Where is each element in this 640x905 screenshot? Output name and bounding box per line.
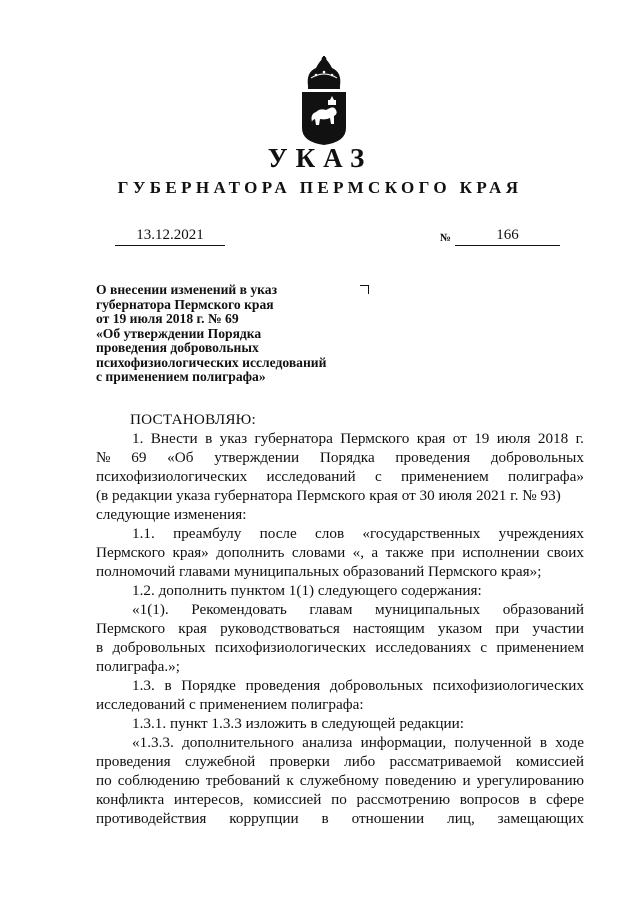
word: дополнить — [216, 544, 285, 561]
body-line — [96, 676, 584, 695]
word: проведения — [96, 753, 171, 770]
word: указ — [219, 430, 248, 447]
word: в — [321, 810, 329, 827]
word: образований — [502, 601, 584, 618]
word: 2018 — [537, 430, 569, 447]
word: требований — [205, 772, 281, 789]
body-line — [96, 771, 584, 790]
word: при — [430, 544, 455, 561]
body-line — [96, 429, 584, 448]
word: либо — [344, 753, 376, 770]
body-line — [96, 809, 584, 828]
word: полиграфа» — [508, 468, 584, 485]
number-sign: № — [440, 232, 452, 244]
word: служебному — [299, 772, 379, 789]
word: при — [495, 620, 520, 637]
word: 1. — [132, 430, 144, 447]
perm-krai-coat-of-arms-icon — [296, 56, 352, 146]
word: в — [205, 430, 213, 447]
word: анализа — [302, 734, 353, 751]
body-line — [96, 600, 584, 619]
word: по — [96, 772, 112, 789]
body-line: исследований с применением полиграфа: — [96, 696, 364, 713]
word: Пермского — [96, 620, 166, 637]
word: урегулированию — [476, 772, 584, 789]
word: муниципальных — [375, 601, 481, 618]
word: вопросов — [459, 791, 520, 808]
word: Пермского — [96, 544, 166, 561]
document-date: 13.12.2021 — [115, 227, 225, 246]
word: а — [371, 544, 379, 561]
word: психофизиологических — [96, 468, 248, 485]
word: сфере — [546, 791, 584, 808]
word: участии — [532, 620, 584, 637]
word: добровольных — [112, 639, 206, 656]
word: 19 — [474, 430, 490, 447]
document-subtitle: ГУБЕРНАТОРА ПЕРМСКОГО КРАЯ — [117, 178, 523, 197]
word: рассмотрению — [356, 791, 451, 808]
word: интересов, — [173, 791, 244, 808]
word: 1.1. — [132, 525, 155, 542]
word: исследований — [266, 468, 356, 485]
document-title: УКАЗ — [267, 143, 373, 173]
word: замещающих — [497, 810, 584, 827]
body-line — [96, 790, 584, 809]
word: от — [452, 430, 467, 447]
subject-line: губернатора Пермского края — [96, 296, 274, 312]
word: «1.3.3. — [132, 734, 174, 751]
document-subject — [96, 283, 376, 385]
word: добровольных — [490, 449, 584, 466]
word: 69 — [131, 449, 147, 466]
word: июля — [496, 430, 531, 447]
word: информации, — [360, 734, 447, 751]
word: служебной — [184, 753, 256, 770]
document-number: 166 — [455, 227, 560, 246]
decree-heading: ПОСТАНОВЛЯЮ: — [130, 411, 256, 428]
word: края — [416, 430, 446, 447]
body-line — [96, 524, 584, 543]
body-line: полиграфа.»; — [96, 658, 180, 675]
word: проведения — [395, 449, 471, 466]
word: слов — [315, 525, 345, 542]
word: Рекомендовать — [191, 601, 287, 618]
word: с — [480, 639, 488, 656]
word: Пермского — [340, 430, 410, 447]
word: ходе — [555, 734, 584, 751]
body-line: 1.2. дополнить пунктом 1(1) следующего содержания: — [132, 582, 482, 599]
word: Порядке — [181, 677, 236, 694]
word: добровольных — [329, 677, 424, 694]
word: края — [178, 620, 207, 637]
word: Внести — [150, 430, 198, 447]
word: применением — [496, 639, 584, 656]
subject-line: О внесении изменений в указ — [96, 282, 278, 297]
word: учреждениях — [498, 525, 584, 542]
word: края» — [172, 544, 209, 561]
word: соблюдению — [117, 772, 200, 789]
word: проверки — [269, 753, 330, 770]
word: в — [96, 639, 104, 656]
document-body — [96, 410, 584, 828]
word: в — [164, 677, 172, 694]
word: конфликта — [96, 791, 165, 808]
word: дополнительного — [182, 734, 294, 751]
subject-line: психофизиологических исследований — [96, 354, 327, 370]
body-line: полномочий главами муниципальных образований Пермского края»; — [96, 563, 542, 580]
word: поведению — [384, 772, 457, 789]
word: Порядка — [319, 449, 375, 466]
word: словами — [291, 544, 346, 561]
word: «государственных — [362, 525, 481, 542]
word: лиц, — [447, 810, 475, 827]
subject-line: с применением полиграфа» — [96, 369, 266, 384]
word: противодействия — [96, 810, 207, 827]
word: главам — [309, 601, 353, 618]
word: губернатора — [254, 430, 333, 447]
word: к — [286, 772, 294, 789]
body-line: (в редакции указа губернатора Пермского края от 30 июля 2021 г. № 93) — [96, 487, 561, 504]
word: в — [529, 791, 537, 808]
word: своих — [546, 544, 584, 561]
word: коррупции — [229, 810, 299, 827]
body-line — [96, 638, 584, 657]
word: настоящим — [353, 620, 425, 637]
body-line: следующие изменения: — [96, 506, 247, 523]
word: после — [259, 525, 297, 542]
word: в — [539, 734, 547, 751]
subject-line: «Об утверждении Порядка — [96, 325, 262, 341]
word: утверждении — [214, 449, 300, 466]
word: отношении — [351, 810, 425, 827]
word: «, — [352, 544, 365, 561]
word: «Об — [167, 449, 194, 466]
word: комиссией — [515, 753, 584, 770]
word: психофизиологических — [214, 639, 367, 656]
word: «1(1). — [132, 601, 169, 618]
word: г. — [575, 430, 584, 447]
subject-line: от 19 июля 2018 г. № 69 — [96, 311, 239, 326]
word: рассматриваемой — [389, 753, 502, 770]
word: полученной — [454, 734, 532, 751]
word: комиссией — [253, 791, 322, 808]
body-line — [96, 543, 584, 562]
word: с — [374, 468, 382, 485]
word: и — [462, 772, 471, 789]
word: преамбулу — [173, 525, 242, 542]
word: психофизиологических — [432, 677, 584, 694]
subject-line: проведения добровольных — [96, 340, 259, 355]
body-line: 1.3.1. пункт 1.3.3 изложить в следующей редакции: — [132, 715, 464, 732]
word: № — [96, 449, 111, 466]
word: проведения — [245, 677, 321, 694]
word: по — [331, 791, 347, 808]
word: исследованиях — [375, 639, 471, 656]
word: применением — [401, 468, 489, 485]
body-line — [96, 619, 584, 638]
body-line — [96, 467, 584, 486]
body-line — [96, 448, 584, 467]
word: 1.3. — [132, 677, 155, 694]
body-line — [96, 733, 584, 752]
body-line — [96, 752, 584, 771]
word: руководствоваться — [220, 620, 340, 637]
word: также — [385, 544, 424, 561]
word: исполнении — [462, 544, 540, 561]
word: указом — [437, 620, 483, 637]
